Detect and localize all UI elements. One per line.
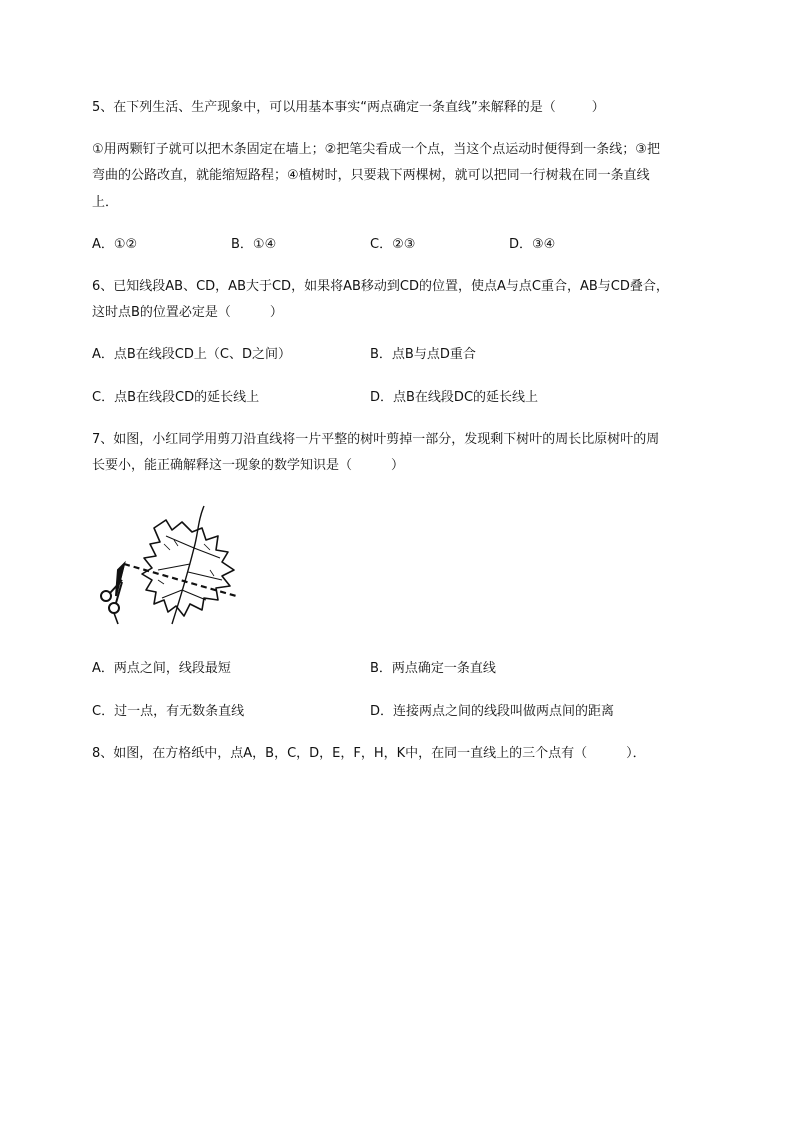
leaf-scissors-illustration (94, 500, 254, 632)
q6-option-d[interactable]: D．点B在线段DC的延长线上 (370, 390, 539, 405)
leaf-vein-4 (188, 572, 222, 580)
q7-option-c[interactable]: C．过一点，有无数条直线 (92, 704, 245, 719)
q5-option-b[interactable]: B．①④ (231, 237, 277, 252)
q6-line2: 这时点B的位置必定是（ ） (92, 305, 283, 320)
leaf-vein-3 (158, 564, 190, 570)
q5-stem-close: ） (591, 100, 605, 115)
q7-option-d[interactable]: D．连接两点之间的线段叫做两点间的距离 (370, 704, 615, 719)
q5-line1: ①用两颗钉子就可以把木条固定在墙上；②把笔尖看成一个点，当这个点运动时便得到一条线；③把 (92, 142, 660, 157)
leaf-vein-6 (182, 590, 206, 600)
q5-option-c[interactable]: C．②③ (370, 237, 416, 252)
q6-option-b[interactable]: B．点B与点D重合 (370, 347, 476, 362)
scissors-icon (101, 564, 124, 624)
q6-option-a[interactable]: A．点B在线段CD上（C、D之间） (92, 347, 291, 362)
q5-line2: 弯曲的公路改直，就能缩短路程；④植树时，只要栽下两棵树，就可以把同一行树栽在同一条直线 (92, 168, 650, 183)
q7-line1: 7、如图，小红同学用剪刀沿直线将一片平整的树叶剪掉一部分，发现剩下树叶的周长比原树叶的周 (92, 432, 660, 447)
q6-option-c[interactable]: C．点B在线段CD的延长线上 (92, 390, 260, 405)
q5-option-d[interactable]: D．③④ (509, 237, 556, 252)
leaf-vein-5 (162, 590, 182, 598)
q7-line2: 长要小，能正确解释这一现象的数学知识是（ ） (92, 458, 405, 473)
leaf-vein-1 (166, 536, 194, 548)
q6-line1: 6、已知线段AB、CD，AB大于CD，如果将AB移动到CD的位置，使点A与点C重合，AB与CD叠合， (92, 279, 669, 294)
q7-option-b[interactable]: B．两点确定一条直线 (370, 661, 496, 676)
q5-line3: 上． (92, 195, 119, 210)
q5-option-a[interactable]: A．①② (92, 237, 138, 252)
q7-option-a[interactable]: A．两点之间，线段最短 (92, 661, 231, 676)
q5-stem (92, 99, 692, 117)
q8-line1: 8、如图，在方格纸中，点A，B，C，D，E，F，H，K中，在同一直线上的三个点有（ ）． (92, 746, 646, 761)
q5-stem-text: 5、在下列生活、生产现象中，可以用基本事实“两点确定一条直线”来解释的是（ (92, 100, 556, 115)
